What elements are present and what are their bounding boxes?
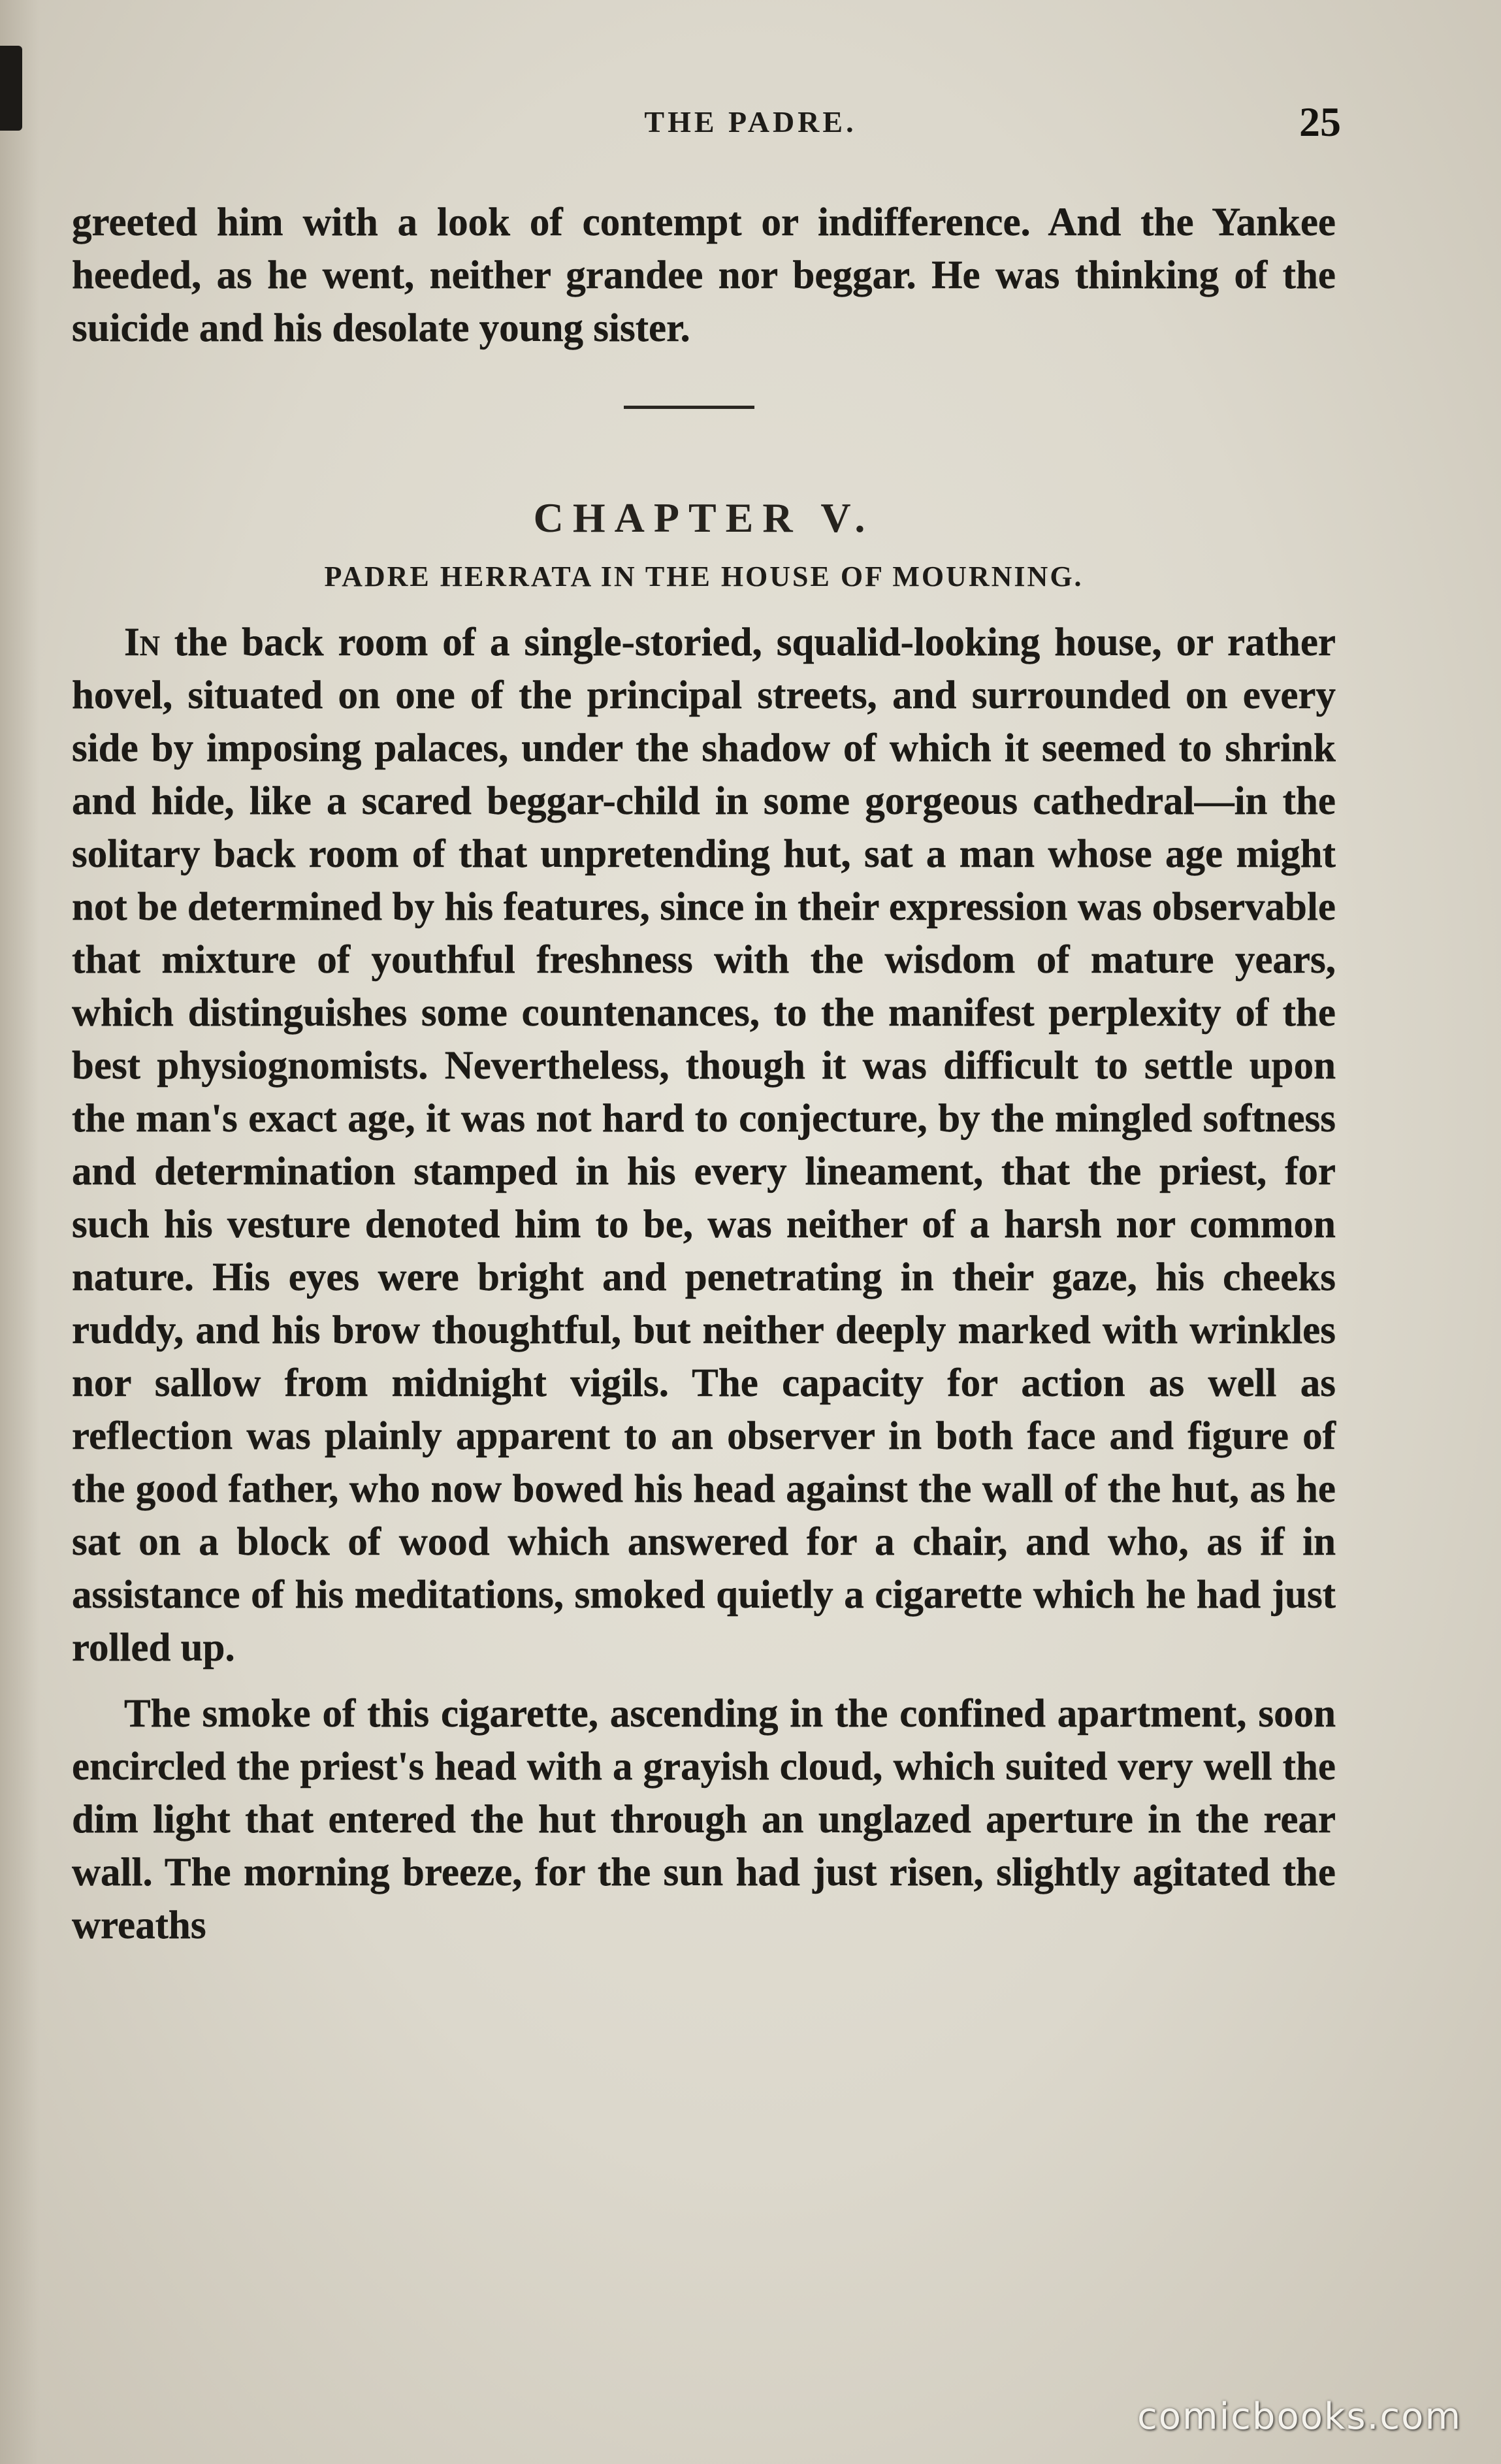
page-edge-shadow [0,0,39,2464]
running-title: THE PADRE. [644,105,857,138]
running-head [0,98,1501,150]
page-number: 25 [1299,99,1341,145]
paragraph-gap [72,1674,1336,1687]
paragraph-1-text: the back room of a single-storied, squalid-looking house, or rather hovel, situated on one of the principal streets, and surrounded on every side by imposing palaces, under the shadow of which it seemed to shrink and hide, like a scared beggar-child in some gorgeous cathedral—in the solitary back room of that unpretending hut, sat a man whose age might not be determined by his features, since in their expression was observable that mixture of youthful freshness with the wisdom of mature years, which distinguishes some countenances, to the manifest perplexity of the best physiognomists. Nevertheless, though it was difficult to settle upon the man's exact age, it was not hard to conjecture, by the mingled softness and determination stamped in his every lineament, that the priest, for such his vesture denoted him to be, was neither of a harsh nor common nature. His eyes were bright and penetrating in their gaze, his cheeks ruddy, and his brow thoughtful, but neither deeply marked with wrinkles nor sallow from midnight vigils. The capacity for action as well as reflection was plainly apparent to an observer in both face and figure of the good father, who now bowed his head against the wall of the hut, as he sat on a block of wood which answered for a chair, and who, as if in assistance of his meditations, smoked quietly a cigarette which he had just rolled up. [72,621,1336,1670]
paragraph-2: The smoke of this cigarette, ascending in the confined apartment, soon encircled the priest's head with a grayish cloud, which suited very well the dim light that entered the hut through an unglazed aperture in the rear wall. The morning breeze, for the sun had just risen, slightly agitated the wreaths [72,1692,1336,1947]
paragraph-1-lead: In [124,621,160,664]
carryover-paragraph: greeted him with a look of contempt or indifference. And the Yankee heeded, as he went, neither grandee nor beggar. He was thinking of the suicide and his desolate young sister. [72,201,1336,350]
text-block [72,196,1336,1952]
paragraph-1 [72,616,1336,1674]
chapter-subtitle: PADRE HERRATA IN THE HOUSE OF MOURNING. [324,560,1084,592]
section-divider [72,355,1336,485]
watermark: comicbooks.com [1137,2395,1462,2438]
divider-rule [624,406,754,409]
chapter-heading: CHAPTER V. [533,494,875,541]
